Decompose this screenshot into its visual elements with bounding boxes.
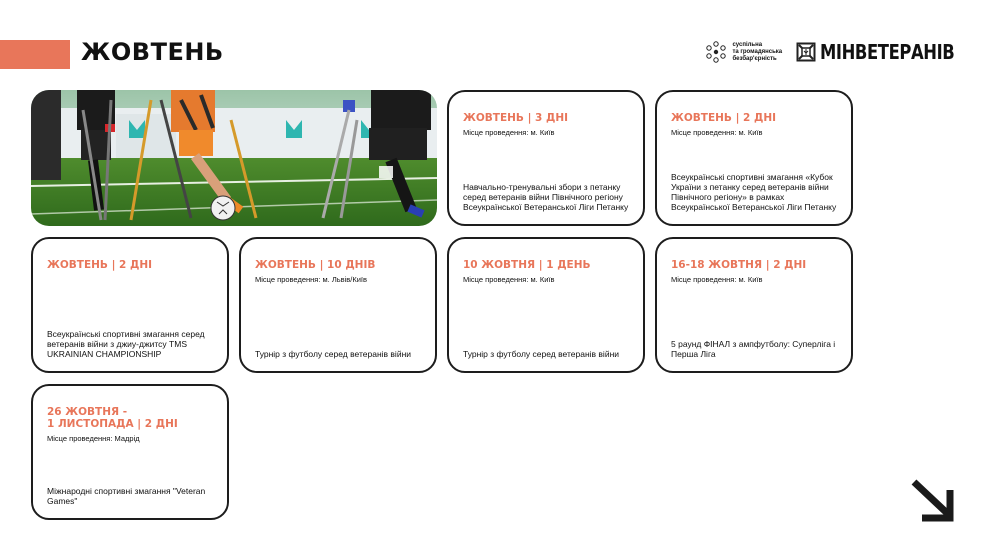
event-description: 5 раунд ФІНАЛ з ампфутболу: Суперліга і Перша Ліга bbox=[671, 339, 836, 359]
event-date: 10 ЖОВТНЯ | 1 ДЕНЬ bbox=[463, 259, 591, 271]
event-description: Всеукраїнські спортивні змагання «Кубок України з петанку серед ветеранів війни Північного регіону» в рамках Всеукраїнської Ветеранської Ліги Петанку bbox=[671, 172, 837, 212]
ministry-emblem-icon bbox=[796, 42, 816, 62]
social-logo-line-2: та громадянська bbox=[732, 48, 783, 55]
amputee-football-photo bbox=[31, 90, 437, 226]
event-card bbox=[655, 90, 853, 226]
event-venue: Місце проведення: м. Київ bbox=[671, 128, 763, 137]
event-venue: Місце проведення: м. Київ bbox=[671, 275, 763, 284]
event-description: Турнір з футболу серед ветеранів війни bbox=[255, 349, 412, 359]
event-date: ЖОВТЕНЬ | 3 ДНІ bbox=[463, 112, 569, 124]
event-date: ЖОВТЕНЬ | 10 ДНІВ bbox=[255, 259, 376, 271]
event-date: 16-18 ЖОВТНЯ | 2 ДНІ bbox=[671, 259, 807, 271]
event-card bbox=[447, 90, 645, 226]
event-venue: Місце проведення: м. Київ bbox=[463, 128, 555, 137]
event-card bbox=[31, 237, 229, 373]
event-date-line-1: 26 ЖОВТНЯ - bbox=[47, 406, 128, 418]
event-date: ЖОВТЕНЬ | 2 ДНІ bbox=[47, 259, 153, 271]
ministry-logo-text: МІНВЕТЕРАНІВ bbox=[820, 40, 955, 64]
event-venue: Місце проведення: м. Львів/Київ bbox=[255, 275, 367, 284]
event-venue: Місце проведення: Мадрід bbox=[47, 434, 140, 443]
social-logo bbox=[705, 41, 782, 63]
event-description: Всеукраїнські спортивні змагання серед ветеранів війни з джиу-джитсу TMS UKRAINIAN CHAMPIONSHIP bbox=[47, 329, 205, 359]
header-logos bbox=[705, 40, 954, 64]
event-date: ЖОВТЕНЬ | 2 ДНІ bbox=[671, 112, 777, 124]
event-description: Турнір з футболу серед ветеранів війни bbox=[463, 349, 620, 359]
arrow-down-right-icon bbox=[908, 478, 956, 522]
hexagon-dots-icon bbox=[705, 41, 727, 63]
event-date bbox=[47, 406, 213, 430]
event-date-line-2: 1 ЛИСТОПАДА | 2 ДНІ bbox=[47, 418, 178, 430]
event-venue: Місце проведення: м. Київ bbox=[463, 275, 555, 284]
event-card bbox=[239, 237, 437, 373]
event-card bbox=[447, 237, 645, 373]
event-card bbox=[31, 384, 229, 520]
social-logo-line-1: суспільна bbox=[732, 41, 763, 48]
accent-bar bbox=[0, 40, 70, 69]
event-description: Міжнародні спортивні змагання "Veteran Games" bbox=[47, 486, 206, 506]
social-logo-line-3: безбар'єрність bbox=[732, 55, 777, 62]
page-title: ЖОВТЕНЬ bbox=[81, 38, 224, 66]
ministry-logo bbox=[796, 40, 954, 64]
event-description: Навчально-тренувальні збори з петанку серед ветеранів війни Північного регіону Всеукраїнської Ветеранської Ліги Петанку bbox=[463, 182, 629, 212]
event-card bbox=[655, 237, 853, 373]
